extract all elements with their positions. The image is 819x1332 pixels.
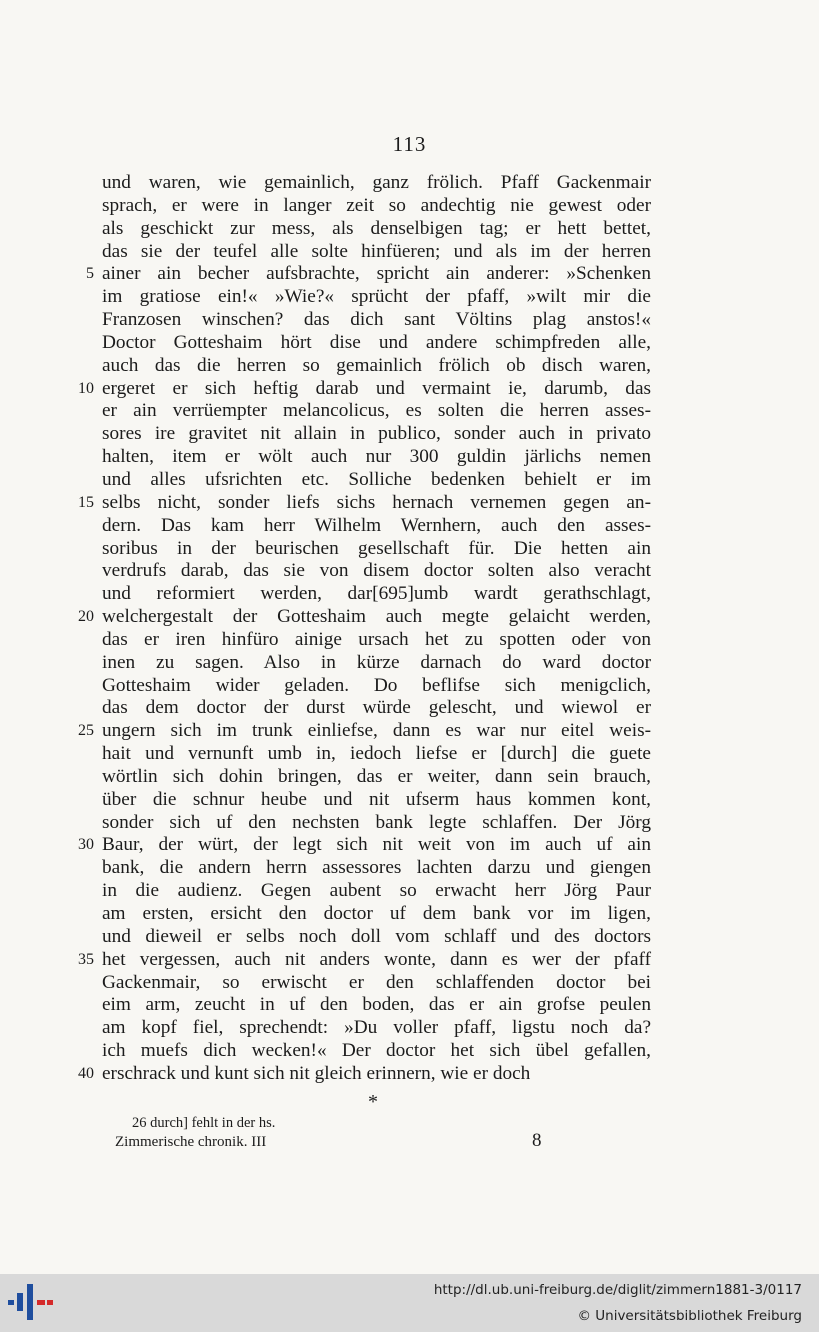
text-line bbox=[0, 629, 819, 652]
line-number: 10 bbox=[78, 379, 94, 397]
line-number: 35 bbox=[78, 950, 94, 968]
line-number: 30 bbox=[78, 836, 94, 854]
line-text: soribus in der beurischen gesellschaft für. Die hetten ain bbox=[102, 537, 651, 559]
asterisk-mark: * bbox=[368, 1091, 378, 1113]
signature-mark: 8 bbox=[532, 1130, 542, 1151]
line-number: 25 bbox=[78, 722, 94, 740]
text-line bbox=[0, 309, 819, 332]
line-text: am kopf fiel, sprechendt: »Du voller pfaff, ligstu noch da? bbox=[102, 1017, 651, 1039]
text-line bbox=[0, 263, 819, 286]
text-line bbox=[0, 332, 819, 355]
text-line bbox=[0, 538, 819, 561]
text-line bbox=[0, 857, 819, 880]
line-number: 40 bbox=[78, 1064, 94, 1082]
text-line bbox=[0, 355, 819, 378]
text-line bbox=[0, 812, 819, 835]
text-line bbox=[0, 697, 819, 720]
line-text: und reformiert werden, dar[695]umb wardt gerathschlagt, bbox=[102, 583, 651, 605]
line-text: dern. Das kam herr Wilhelm Wernhern, auch den asses- bbox=[102, 514, 651, 536]
text-line bbox=[0, 515, 819, 538]
text-line bbox=[0, 583, 819, 606]
line-text: het vergessen, auch nit anders wonte, dann es wer der pfaff bbox=[102, 948, 651, 970]
text-line bbox=[0, 400, 819, 423]
text-line bbox=[0, 789, 819, 812]
body-text bbox=[0, 172, 819, 1086]
text-line bbox=[0, 1063, 819, 1086]
page-number: 113 bbox=[392, 132, 427, 156]
line-text: welchergestalt der Gotteshaim auch megte gelaicht werden, bbox=[102, 606, 651, 628]
line-text: wörtlin sich dohin bringen, das er weiter, dann sein brauch, bbox=[102, 765, 651, 787]
line-text: am ersten, ersicht den doctor uf dem bank vor im ligen, bbox=[102, 903, 651, 924]
line-text: das dem doctor der durst würde gelescht, und wiewol er bbox=[102, 697, 651, 719]
line-text: über die schnur heube und nit ufserm haus kommen kont, bbox=[102, 788, 651, 810]
copyright-notice: © Universitätsbibliothek Freiburg bbox=[577, 1308, 802, 1324]
text-line bbox=[0, 766, 819, 789]
line-text: erschrack und kunt sich nit gleich erinnern, wie er doch bbox=[102, 1062, 531, 1084]
footnote: 26 durch] fehlt in der hs. bbox=[132, 1115, 276, 1131]
text-line bbox=[0, 492, 819, 515]
running-footer: Zimmerische chronik. III bbox=[115, 1134, 267, 1150]
line-text: auch das die herren so gemainlich frölich ob disch waren, bbox=[102, 354, 651, 376]
text-line bbox=[0, 423, 819, 446]
line-text: eim arm, zeucht in uf den boden, das er ain grofse peulen bbox=[102, 994, 651, 1016]
line-text: inen zu sagen. Also in kürze darnach do ward doctor bbox=[102, 651, 651, 673]
text-line bbox=[0, 195, 819, 218]
line-text: und dieweil er selbs noch doll vom schlaff und des doctors bbox=[102, 925, 651, 947]
text-line bbox=[0, 652, 819, 675]
text-line bbox=[0, 1040, 819, 1063]
text-line bbox=[0, 172, 819, 195]
line-text: im gratiose ein!« »Wie?« sprücht der pfaff, »wilt mir die bbox=[102, 286, 651, 308]
line-text: Franzosen winschen? das dich sant Völtins plag anstos!« bbox=[102, 309, 651, 331]
line-text: hait und vernunft umb in, iedoch liefse er [durch] die guete bbox=[102, 743, 651, 765]
line-text: halten, item er wölt auch nur 300 guldin järlichs nemen bbox=[102, 446, 651, 468]
text-line bbox=[0, 834, 819, 857]
text-line bbox=[0, 560, 819, 583]
line-text: und waren, wie gemainlich, ganz frölich. Pfaff Gackenmair bbox=[102, 172, 651, 193]
text-line bbox=[0, 949, 819, 972]
line-text: er ain verrüempter melancolicus, es solten die herren asses- bbox=[102, 400, 651, 422]
text-line bbox=[0, 446, 819, 469]
line-text: und alles ufsrichten etc. Solliche bedenken behielt er im bbox=[102, 468, 651, 490]
text-line bbox=[0, 994, 819, 1017]
line-text: ich muefs dich wecken!« Der doctor het sich übel gefallen, bbox=[102, 1040, 651, 1062]
text-line bbox=[0, 720, 819, 743]
text-line bbox=[0, 972, 819, 995]
text-line bbox=[0, 286, 819, 309]
line-text: verdrufs darab, das sie von disem doctor solten also veracht bbox=[102, 560, 651, 582]
line-text: Doctor Gotteshaim hört dise und andere schimpfreden alle, bbox=[102, 331, 651, 353]
text-line bbox=[0, 218, 819, 241]
text-line bbox=[0, 926, 819, 949]
text-line bbox=[0, 378, 819, 401]
line-text: Gackenmair, so erwischt er den schlaffenden doctor bei bbox=[102, 971, 651, 993]
line-number: 20 bbox=[78, 608, 94, 626]
line-number: 15 bbox=[78, 493, 94, 511]
line-text: Gotteshaim wider geladen. Do beflifse sich menigclich, bbox=[102, 674, 651, 696]
line-text: sprach, er were in langer zeit so andechtig nie gewest oder bbox=[102, 194, 651, 216]
text-line bbox=[0, 469, 819, 492]
text-line bbox=[0, 606, 819, 629]
line-text: bank, die andern herrn assessores lachten darzu und giengen bbox=[102, 857, 651, 879]
line-number: 5 bbox=[86, 265, 94, 283]
line-text: ungern sich im trunk einliefse, dann es war nur eitel weis- bbox=[102, 720, 651, 742]
viewer-footer bbox=[0, 1274, 819, 1332]
document-url-link[interactable]: http://dl.ub.uni-freiburg.de/diglit/zimmern1881-3/0117 bbox=[433, 1282, 802, 1298]
text-line bbox=[0, 241, 819, 264]
line-text: ainer ain becher aufsbrachte, spricht ain anderer: »Schenken bbox=[102, 263, 651, 285]
line-text: Baur, der würt, der legt sich nit weit von im auch uf ain bbox=[102, 834, 651, 856]
line-text: das sie der teufel alle solte hinfüeren; und als im der herren bbox=[102, 240, 651, 262]
text-line bbox=[0, 675, 819, 698]
line-text: als geschickt zur mess, als denselbigen tag; er hett bettet, bbox=[102, 217, 651, 239]
text-line bbox=[0, 880, 819, 903]
library-logo-icon[interactable] bbox=[6, 1281, 54, 1323]
text-line bbox=[0, 1017, 819, 1040]
line-text: selbs nicht, sonder liefs sichs hernach vernemen gegen an- bbox=[102, 491, 651, 513]
line-text: ergeret er sich heftig darab und vermaint ie, darumb, das bbox=[102, 377, 651, 399]
line-text: sores ire gravitet nit allain in publico, sonder auch in privato bbox=[102, 423, 651, 445]
line-text: sonder sich uf den nechsten bank legte schlaffen. Der Jörg bbox=[102, 811, 651, 833]
text-line bbox=[0, 743, 819, 766]
text-line bbox=[0, 903, 819, 926]
line-text: das er iren hinfüro ainige ursach het zu spotten oder von bbox=[102, 628, 651, 650]
line-text: in die audienz. Gegen aubent so erwacht herr Jörg Paur bbox=[102, 880, 651, 902]
